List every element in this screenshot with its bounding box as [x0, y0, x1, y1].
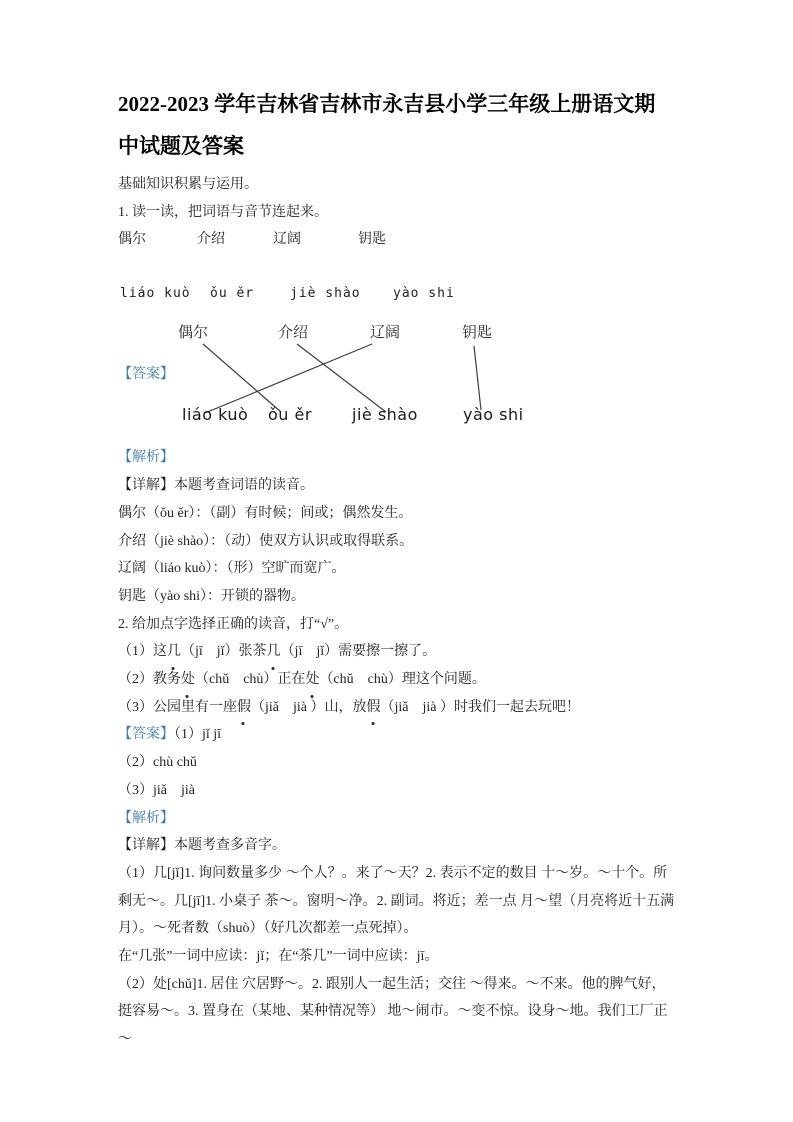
text-run: （1）这	[118, 644, 167, 660]
q2-answer-3: （3）jiǎ jià	[118, 782, 195, 798]
q2-para-2: 在“几张”一词中应读：jǐ；在“茶几”一词中应读：jī。	[118, 949, 439, 965]
text-run: （jī jǐ）张茶	[181, 644, 267, 660]
match-line-jieshao	[297, 344, 386, 412]
diagram-pinyin-3: jiè shào	[352, 405, 418, 425]
text-run: （jiǎ jià ）山，放	[251, 699, 367, 715]
diagram-word-4: 钥匙	[462, 323, 493, 342]
analysis-label: 【解析】	[118, 810, 174, 826]
diagram-pinyin-2: ǒu ěr	[268, 405, 312, 425]
q2-answer-2: （2）chù chǔ	[118, 755, 197, 771]
q1-note-1: 偶尔（ǒu ěr）：（副）有时候；间或；偶然发生。	[118, 505, 413, 521]
emphasized-char: 处	[305, 666, 319, 694]
page-title: 2022-2023 学年吉林省吉林市永吉县小学三年级上册语文期中试题及答案	[118, 92, 656, 158]
q2-answer-1-text: （1）jǐ jī	[174, 727, 222, 743]
q1-word-2: 介绍	[197, 232, 225, 248]
text-run: （chǔ chù）正在	[195, 672, 306, 688]
q1-note-4: 钥匙（yào shi）：开锁的器物。	[118, 588, 306, 604]
diagram-pinyin-1: liáo kuò	[182, 405, 249, 425]
q2-analysis-label	[118, 805, 676, 833]
emphasized-char: 假	[237, 694, 251, 722]
match-line-ouer	[203, 344, 281, 412]
q1-word-3: 辽阔	[273, 232, 301, 248]
match-line-yaoshi	[474, 346, 481, 410]
q1-pinyin-1: liáo kuò	[120, 286, 191, 302]
q1-analysis-label	[118, 444, 676, 472]
q1-detail: 【详解】本题考查词语的读音。	[118, 478, 314, 494]
q1-note-3: 辽阔（liáo kuò）：（形）空旷而宽广。	[118, 561, 346, 577]
diagram-word-3: 辽阔	[370, 323, 401, 342]
q2-item-1	[118, 638, 676, 666]
q1-words-row	[118, 226, 676, 254]
q2-detail: 【详解】本题考查多音字。	[118, 838, 286, 854]
intro-text: 基础知识积累与运用。	[118, 177, 258, 192]
emphasized-char: 处	[181, 666, 195, 694]
q1-word-4: 钥匙	[358, 232, 386, 248]
analysis-label: 【解析】	[118, 450, 174, 466]
q2-para-3: （2）处[chǔ]1. 居住 穴居野～。2. 跟别人一起生活；交往 ～得来。～不来。他的脾气好，挺容易～。3. 置身在（某地、某种情况等） 地～闹市。～变不惊。设身～地。我们工厂正～	[118, 976, 668, 1048]
answer-label: 【答案】	[118, 367, 174, 383]
q1-word-1: 偶尔	[118, 232, 146, 248]
document-content	[118, 83, 676, 1054]
answer-label: 【答案】	[118, 727, 174, 743]
match-line-liaokuo	[205, 344, 372, 413]
emphasized-char: 几	[167, 638, 181, 666]
diagram-word-2: 介绍	[278, 323, 309, 342]
q1-pinyin-2: ǒu ěr	[210, 286, 255, 302]
emphasized-char: 几	[267, 638, 281, 666]
q1-note-2: 介绍（jiè shào）：（动）使双方认识或取得联系。	[118, 533, 414, 549]
diagram-pinyin-4: yào shi	[463, 405, 524, 425]
text-run: （jiǎ jià ）时我们一起去玩吧！	[380, 699, 580, 715]
q1-pinyin-row	[118, 280, 676, 308]
text-run: （2）教务	[118, 672, 181, 688]
text-run: （3）公园里有一座	[118, 699, 237, 715]
q2-answer-1	[118, 721, 676, 749]
q1-pinyin-3: jiè shào	[290, 286, 361, 302]
q2-item-3	[118, 694, 676, 722]
q1-prompt: 1. 读一读，把词语与音节连起来。	[118, 204, 328, 220]
q2-prompt: 2. 给加点字选择正确的读音，打“√”。	[118, 616, 349, 632]
q1-pinyin-4: yào shi	[393, 286, 455, 302]
emphasized-char: 假	[367, 694, 381, 722]
q1-answer-diagram	[118, 308, 676, 444]
text-run: （jī jǐ）需要擦一擦了。	[280, 644, 437, 660]
text-run: （chǔ chù）理这个问题。	[319, 672, 486, 688]
q2-para-1: （1）几[jǐ]1. 询问数量多少 ～个人？。来了～天？2. 表示不定的数目 十～岁。～十个。所剩无～。几[jī]1. 小桌子 茶～。窗明～净。2. 副词。将近；差一点 月～望（月亮将近十五满月）。～死者数（shuò）（好几次都差一点死掉）。	[118, 865, 675, 937]
diagram-word-1: 偶尔	[178, 323, 209, 342]
q2-item-2	[118, 666, 676, 694]
